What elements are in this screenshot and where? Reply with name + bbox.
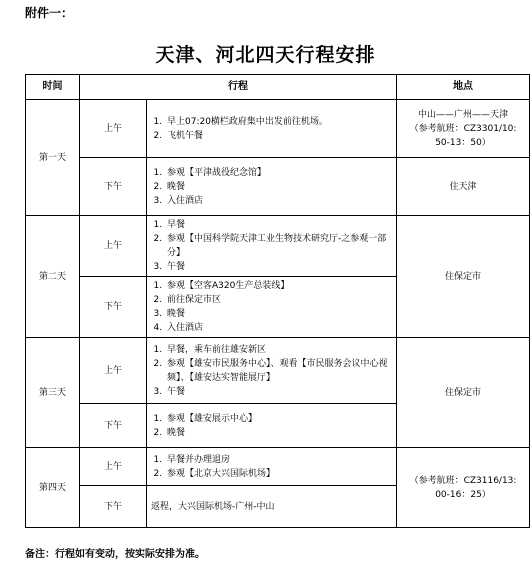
page-title: 天津、河北四天行程安排 (155, 44, 376, 66)
plan-cell (147, 100, 397, 158)
table-row (26, 448, 530, 486)
itinerary-table (25, 74, 530, 528)
plan-cell (147, 277, 397, 338)
attachment-label: 附件一： (25, 6, 74, 20)
time-slot: 下午 (80, 158, 147, 216)
plan-cell (147, 216, 397, 277)
location-cell (397, 448, 530, 528)
plan-item: 2. 前往保定市区 (165, 293, 392, 307)
plan-cell (147, 448, 397, 486)
plan-item: 4. 入住酒店 (165, 321, 392, 335)
plan-item: 1. 参观【空客A320生产总装线】 (165, 279, 392, 293)
table-row (26, 338, 530, 404)
day-label: 第三天 (26, 338, 80, 448)
location-line: 50-13：50） (435, 137, 491, 148)
plan-item: 1. 早餐，乘车前往雄安新区 (165, 343, 392, 357)
header-time: 时间 (26, 75, 80, 100)
time-slot: 上午 (80, 216, 147, 277)
plan-item: 1. 参观【雄安展示中心】 (165, 412, 392, 426)
plan-item: 1. 参观【平津战役纪念馆】 (165, 166, 392, 180)
day-label: 第四天 (26, 448, 80, 528)
plan-item: 3. 午餐 (165, 260, 392, 274)
location-cell (397, 158, 530, 216)
plan-cell (147, 404, 397, 448)
plan-item: 3. 晚餐 (165, 307, 392, 321)
location-cell (397, 100, 530, 158)
plan-item: 2. 飞机午餐 (165, 129, 392, 143)
plan-item: 2. 参观【北京大兴国际机场】 (165, 467, 392, 481)
location-cell (397, 338, 530, 448)
table-row (26, 216, 530, 277)
footnote: 备注：行程如有变动，按实际安排为准。 (25, 549, 205, 560)
time-slot: 上午 (80, 448, 147, 486)
plan-item: 3. 入住酒店 (165, 194, 392, 208)
plan-item: 1. 早餐并办理退房 (165, 453, 392, 467)
day-label: 第二天 (26, 216, 80, 338)
location-line: 00-16：25） (435, 489, 491, 500)
plan-item: 2. 晚餐 (165, 180, 392, 194)
header-location: 地点 (397, 75, 530, 100)
header-itinerary: 行程 (80, 75, 397, 100)
plan-item: 2. 参观【雄安市民服务中心】、观看【市民服务会议中心视频】、【雄安达实智能展厅】 (165, 357, 392, 385)
time-slot: 上午 (80, 338, 147, 404)
day-label: 第一天 (26, 100, 80, 216)
location-line: 住保定市 (444, 387, 481, 398)
plan-cell: 返程，大兴国际机场-广州-中山 (147, 486, 397, 528)
plan-item: 1. 早餐 (165, 218, 392, 232)
time-slot: 下午 (80, 404, 147, 448)
plan-item: 1. 早上07:20横栏政府集中出发前往机场。 (165, 115, 392, 129)
table-row (26, 100, 530, 158)
location-line: （参考航班：CZ3301/10: (409, 123, 517, 134)
location-line: 住保定市 (444, 271, 481, 282)
table-row (26, 158, 530, 216)
table-header-row (26, 75, 530, 100)
time-slot: 下午 (80, 486, 147, 528)
plan-item: 3. 午餐 (165, 385, 392, 399)
location-line: 住天津 (449, 181, 477, 192)
time-slot: 下午 (80, 277, 147, 338)
location-cell (397, 216, 530, 338)
plan-cell (147, 158, 397, 216)
location-line: 中山——广州——天津 (417, 109, 508, 120)
time-slot: 上午 (80, 100, 147, 158)
location-line: （参考航班：CZ3116/13: (409, 475, 517, 486)
plan-cell (147, 338, 397, 404)
plan-item: 2. 参观【中国科学院天津工业生物技术研究厅-之参观一部分】 (165, 232, 392, 260)
plan-item: 2. 晚餐 (165, 426, 392, 440)
